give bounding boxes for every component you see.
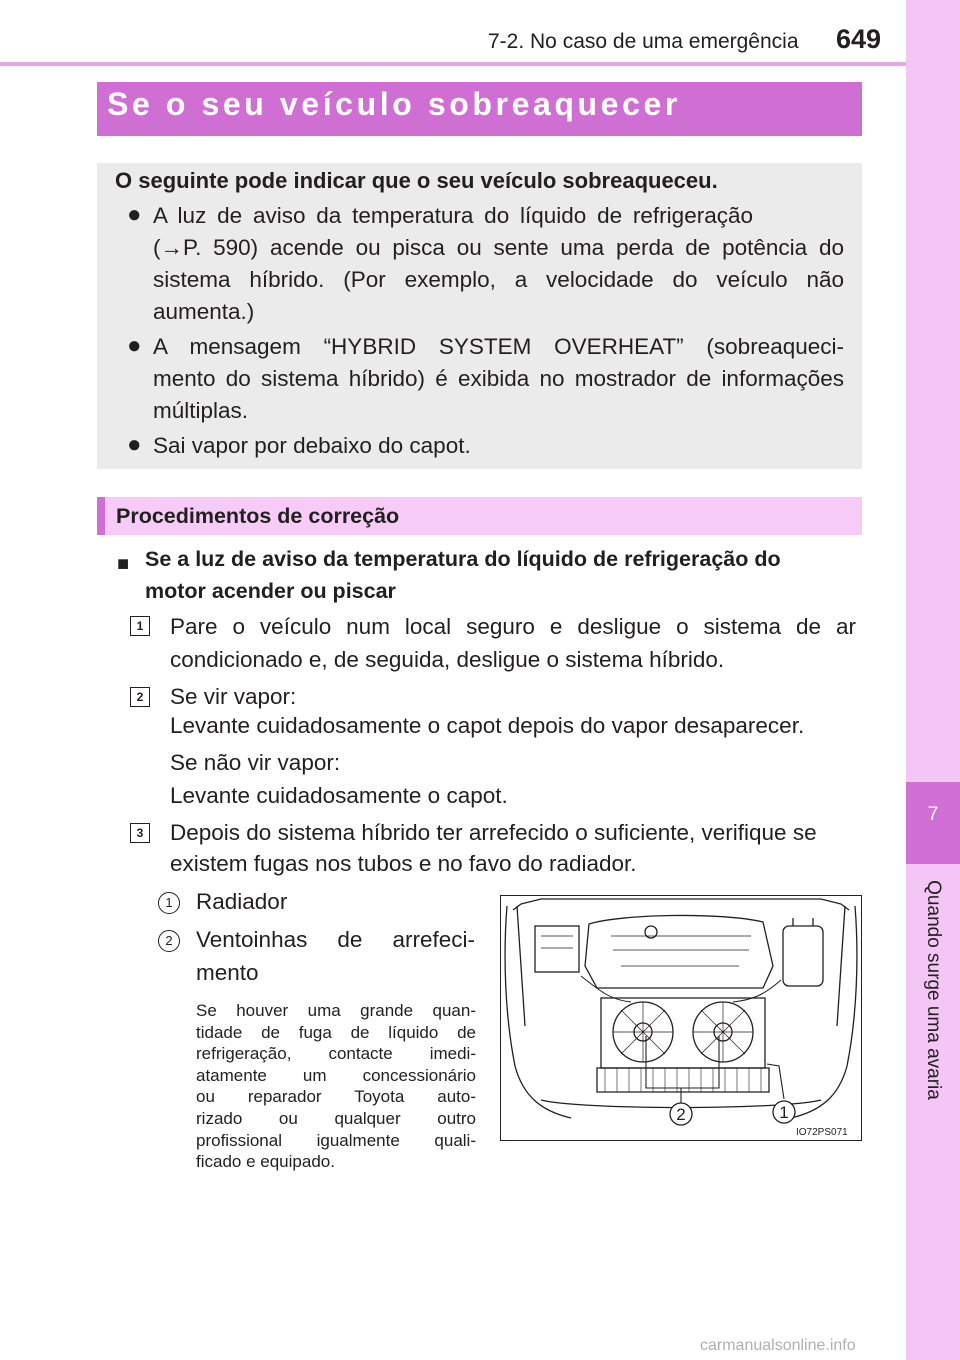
- step-number-2: 2: [130, 687, 150, 707]
- bullet-icon: ●: [127, 201, 142, 228]
- symptom-line: (→P. 590) acende ou pisca ou sente uma perda de potência do: [153, 235, 844, 260]
- chapter-label: Quando surge uma avaria: [923, 880, 944, 1100]
- subheading-line: motor acender ou piscar: [145, 579, 396, 603]
- engine-bay-illustration: [500, 895, 862, 1141]
- subheading-line: Se a luz de aviso da temperatura do líquido de refrigeração do: [145, 547, 781, 571]
- procedures-header: Procedimentos de correção: [116, 504, 400, 528]
- procedures-header-accent: [97, 497, 105, 535]
- symptom-line: Sai vapor por debaixo do capot.: [153, 433, 471, 458]
- section-title: 7-2. No caso de uma emergência: [488, 30, 799, 53]
- page-title: Se o seu veículo sobreaquecer: [107, 86, 681, 122]
- note-line: profissional igualmente quali-: [196, 1130, 476, 1150]
- symptom-line: A luz de aviso da temperatura do líquido de refrigeração: [153, 203, 753, 228]
- bullet-icon: ●: [127, 332, 142, 359]
- step-number-1: 1: [130, 616, 150, 636]
- note-line: refrigeração, contacte imedi-: [196, 1044, 476, 1064]
- note-line: ou reparador Toyota auto-: [196, 1087, 476, 1107]
- step-line: Levante cuidadosamente o capot depois do vapor desaparecer.: [170, 713, 805, 738]
- figure-id: IO72PS071: [796, 1127, 848, 1138]
- chapter-number: 7: [927, 804, 939, 825]
- step-line: condicionado e, de seguida, desligue o sistema híbrido.: [170, 647, 725, 672]
- step-line: Depois do sistema híbrido ter arrefecido o suficiente, verifique se: [170, 820, 817, 845]
- figure-callout-2: 2: [676, 1105, 686, 1124]
- engine-bay-drawing: [501, 896, 861, 1140]
- step-line: Pare o veículo num local seguro e desligue o sistema de ar: [170, 614, 856, 639]
- symptom-line: mento do sistema híbrido) é exibida no mostrador de informações: [153, 366, 844, 391]
- step-line: Se não vir vapor:: [170, 750, 341, 775]
- legend-number-2: 2: [158, 930, 180, 952]
- chapter-side-band: [906, 0, 960, 1360]
- step-number-3: 3: [130, 823, 150, 843]
- symptom-line: múltiplas.: [153, 398, 249, 423]
- figure-callout-1: 1: [779, 1103, 789, 1122]
- note-line: Se houver uma grande quan-: [196, 1001, 476, 1020]
- page-number: 649: [836, 24, 882, 54]
- legend-label: Radiador: [196, 889, 288, 914]
- legend-label: mento: [196, 960, 259, 985]
- square-bullet-icon: ■: [117, 553, 130, 575]
- symptom-line: aumenta.): [153, 299, 255, 324]
- note-line: ficado e equipado.: [196, 1152, 335, 1172]
- note-line: tidade de fuga de líquido de: [196, 1022, 476, 1042]
- step-line: Se vir vapor:: [170, 684, 297, 709]
- symptom-line: A mensagem “HYBRID SYSTEM OVERHEAT” (sobreaqueci-: [153, 334, 844, 359]
- note-line: atamente um concessionário: [196, 1065, 476, 1085]
- legend-number-1: 1: [158, 892, 180, 914]
- symptom-line: sistema híbrido. (Por exemplo, a velocidade do veículo não: [153, 267, 844, 292]
- step-line: existem fugas nos tubos e no favo do radiador.: [170, 851, 637, 876]
- legend-label: Ventoinhas de arrefeci-: [196, 927, 475, 952]
- bullet-icon: ●: [127, 431, 142, 458]
- step-line: Levante cuidadosamente o capot.: [170, 783, 508, 808]
- watermark-text: carmanualsonline.info: [700, 1337, 856, 1354]
- note-line: rizado ou qualquer outro: [196, 1108, 476, 1128]
- note-text: [196, 1000, 476, 1173]
- symptom-intro: O seguinte pode indicar que o seu veículo sobreaqueceu.: [115, 168, 718, 193]
- header-rule: [0, 62, 906, 66]
